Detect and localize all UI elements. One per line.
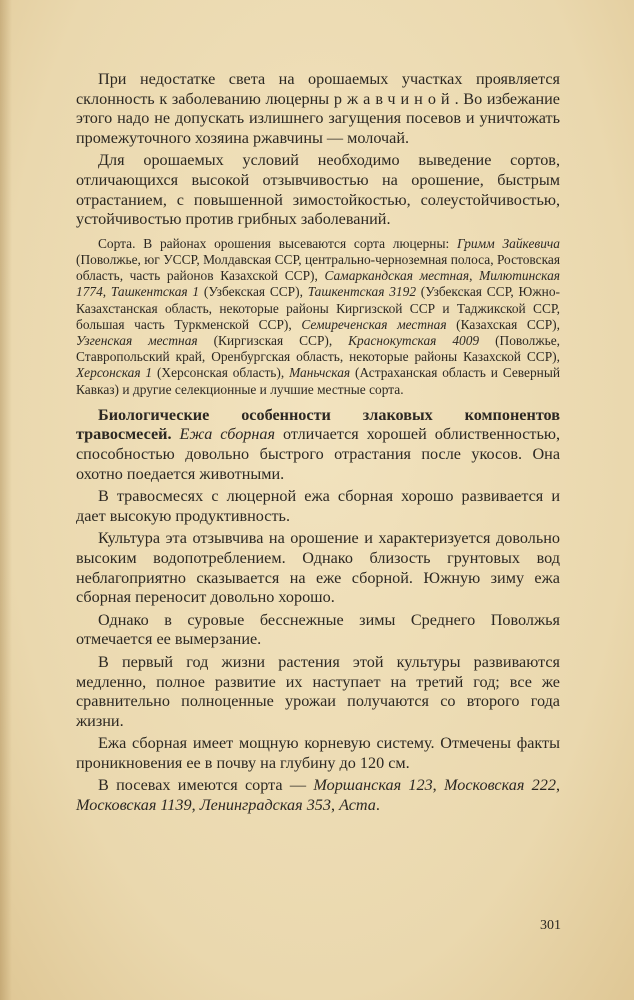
- page-number: 301: [540, 918, 561, 933]
- variety-name: Гримм Зайкевича: [456, 235, 560, 251]
- paragraph-winter: Однако в суровые бесснежные зимы Среднего Поволжья отмечается ее вымерзание.: [76, 610, 560, 649]
- paragraph-roots: Ежа сборная имеет мощную корневую систему. Отмечены факты проникновения ее в почву на глубину до 120 см.: [76, 734, 560, 772]
- variety-name: Узгенская местная: [76, 332, 198, 348]
- section-heading: Биологические особенности злаковых компонентов травосмесей.: [76, 405, 560, 444]
- variety-name: Ленинградская 353: [199, 796, 331, 815]
- variety-name: Самаркандская местная: [324, 268, 470, 284]
- variety-name: Краснокутская 4009: [348, 332, 480, 348]
- variety-name: Моршанская 123: [313, 776, 433, 795]
- variety-name: Московская 1139: [76, 796, 192, 815]
- variety-name: Милютинская 1774: [76, 268, 561, 300]
- species-name: Ежа сборная: [179, 425, 276, 444]
- paragraph-sorts: В посевах имеются сорта — Моршанская 123, Московская 222, Московская 1139, Ленинградская 353, Аста.: [76, 776, 560, 815]
- variety-name: Ташкентская 1: [110, 284, 200, 300]
- paragraph-mixtures: В травосмесях с люцерной ежа сборная хорошо развивается и дает высокую продуктивность.: [76, 487, 560, 525]
- paragraph-grass-biology: Биологические особенности злаковых компонентов травосмесей. Ежа сборная отличается хорошей облиственностью, способностью довольно быстрого отрастания после укосов. Она охотно поедается животными.: [76, 405, 561, 483]
- varieties-heading: Сорта.: [98, 235, 136, 251]
- variety-name: Аста: [339, 796, 376, 815]
- paragraph-breeding: Для орошаемых условий необходимо выведение сортов, отличающихся высокой отзывчивостью на орошение, быстрым отрастанием, с повышенной зимостойкостью, солеустойчивостью, устойчивостью против грибных заболеваний.: [76, 151, 560, 229]
- variety-name: Ташкентская 3192: [307, 284, 417, 300]
- variety-name: Московская 222: [444, 776, 556, 795]
- page-text: [76, 70, 560, 816]
- paragraph-varieties: Сорта. В районах орошения высеваются сорта люцерны: Гримм Зайкевича (Поволжье, юг УССР, Молдавская ССР, центрально-черноземная полоса, Ростовская область, часть районов Казахской ССР), Самаркандская местная, Милютинская 1774, Ташкентская 1 (Узбекская ССР), Ташкентская 3192 (Узбекская ССР, Южно-Казахстанская область, некоторые районы Киргизской ССР и Таджикской ССР, большая часть Туркменской ССР), Семиреченская местная (Казахская ССР), Узгенская местная (Киргизская ССР), Краснокутская 4009 (Поволжье, Ставропольский край, Оренбургская область, некоторые районы Казахской ССР), Херсонская 1 (Херсонская область), Маньчская (Астраханская область и Северный Кавказ) и другие селекционные и лучшие местные сорта.: [76, 235, 561, 397]
- page-edge-shadow: [0, 0, 12, 1000]
- variety-name: Херсонская 1: [76, 365, 153, 381]
- paragraph-first-year: В первый год жизни растения этой культуры развиваются медленно, полное развитие их наступает на третий год; все же сравнительно полноценные урожаи получаются со второго года жизни.: [76, 652, 560, 730]
- paragraph-irrigation: Культура эта отзывчива на орошение и характеризуется довольно высоким водопотреблением. Однако близость грунтовых вод неблагоприятно сказывается на еже сборной. Южную зиму ежа сборная переносит довольно хорошо.: [76, 529, 560, 607]
- spaced-term-rust: ржавчиной: [333, 89, 455, 108]
- paragraph-rust: При недостатке света на орошаемых участках проявляется склонность к заболеванию люцерны ржавчиной. Во избежание этого надо не допускать излишнего загущения посевов и уничтожать промежуточного хозяина ржавчины — молочай.: [76, 70, 560, 147]
- variety-name: Маньчская: [289, 365, 351, 381]
- variety-name: Семиреченская местная: [301, 316, 447, 332]
